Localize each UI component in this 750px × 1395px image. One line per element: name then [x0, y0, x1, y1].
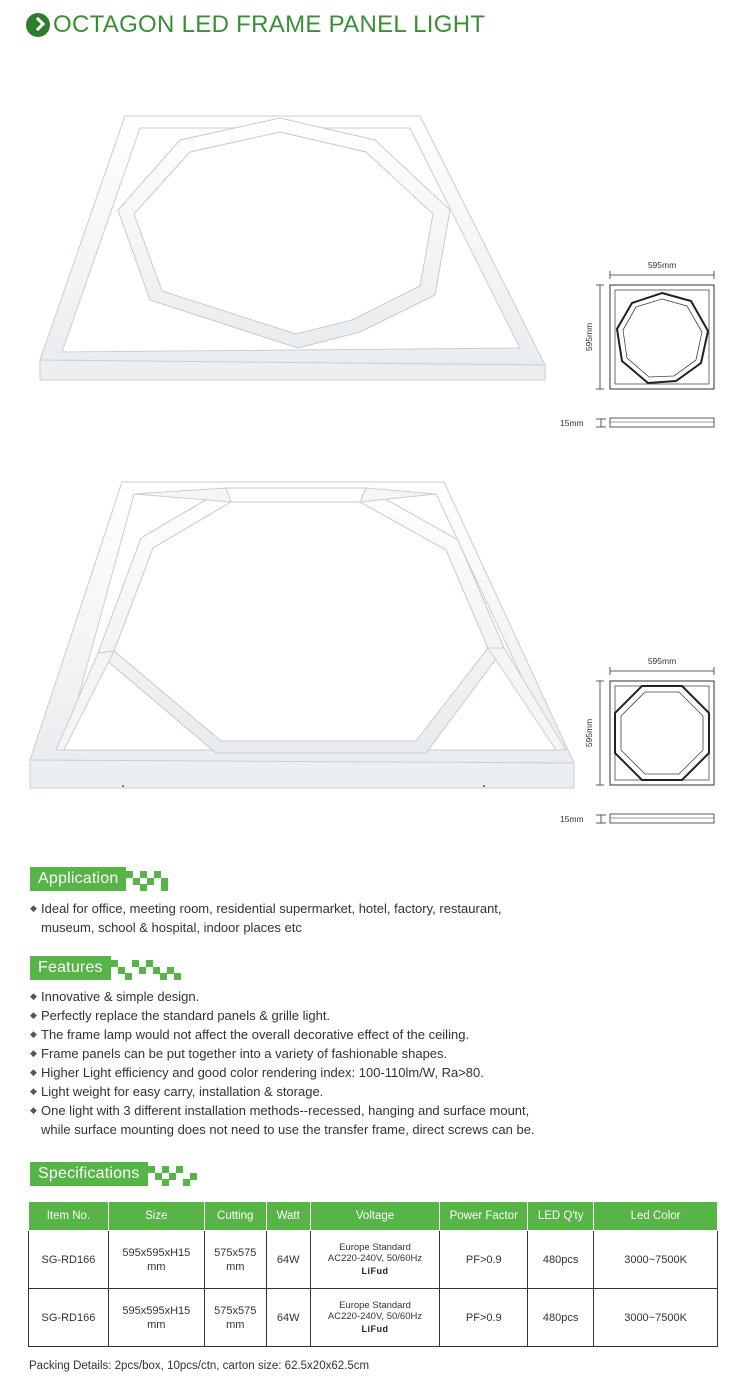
cutting-cell: 575x575 mm: [204, 1289, 266, 1347]
item-cell: SG-RD166: [29, 1231, 109, 1289]
pixel-decoration-icon: [111, 956, 191, 980]
column-header: Led Color: [594, 1202, 718, 1231]
chevron-right-icon: [26, 13, 50, 37]
led-color-cell: 3000~7500K: [594, 1289, 718, 1347]
specifications-header: [30, 1161, 218, 1187]
feature-item: ◆ One light with 3 different installation methods--recessed, hanging and surface mount, while surface mounting does not need to use the transfer frame, direct screws can be.: [30, 1101, 535, 1139]
table-row: [29, 1289, 718, 1347]
application-item: ◆ Ideal for office, meeting room, residential supermarket, hotel, factory, restaurant, museum, school & hospital, indoor places etc: [30, 899, 502, 937]
packing-details: Packing Details: 2pcs/box, 10pcs/ctn, carton size: 62.5x20x62.5cm: [29, 1360, 370, 1372]
column-header: Voltage: [310, 1202, 440, 1231]
column-header: Item No.: [29, 1202, 109, 1231]
size-cell: 595x595xH15 mm: [108, 1231, 204, 1289]
pixel-decoration-icon: [148, 1162, 218, 1186]
width-dimension-label: 595mm: [647, 656, 677, 666]
feature-item: ◆ Perfectly replace the standard panels & grille light.: [30, 1006, 535, 1025]
led-qty-cell: 480pcs: [528, 1289, 594, 1347]
voltage-cell: Europe Standard AC220-240V, 50/60Hz LiFud: [310, 1289, 440, 1347]
column-header: Power Factor: [440, 1202, 528, 1231]
item-cell: SG-RD166: [29, 1289, 109, 1347]
features-header: [30, 955, 191, 981]
features-list: [30, 987, 535, 1139]
page-title: OCTAGON LED FRAME PANEL LIGHT: [53, 11, 486, 38]
power-factor-cell: PF>0.9: [440, 1231, 528, 1289]
led-qty-cell: 480pcs: [528, 1231, 594, 1289]
feature-item: ◆ Innovative & simple design.: [30, 987, 535, 1006]
dimension-drawing-1: [560, 255, 730, 435]
thickness-label: 15mm: [560, 814, 584, 824]
height-dimension-label: 595mm: [584, 718, 594, 748]
size-cell: 595x595xH15 mm: [108, 1289, 204, 1347]
features-heading: Features: [30, 956, 111, 980]
specifications-heading: Specifications: [30, 1162, 148, 1186]
lifud-logo: LiFud: [361, 1265, 389, 1276]
page-title-bar: [26, 10, 485, 40]
column-header: Watt: [266, 1202, 310, 1231]
feature-item: ◆ Higher Light efficiency and good color rendering index: 100-110lm/W, Ra>80.: [30, 1063, 535, 1082]
feature-item: ◆ The frame lamp would not affect the overall decorative effect of the ceiling.: [30, 1025, 535, 1044]
column-header: Cutting: [204, 1202, 266, 1231]
application-header: [30, 866, 186, 892]
voltage-cell: Europe Standard AC220-240V, 50/60Hz LiFud: [310, 1231, 440, 1289]
thickness-label: 15mm: [560, 418, 584, 428]
dimension-drawing-2: [560, 651, 730, 831]
pixel-decoration-icon: [126, 867, 186, 891]
power-factor-cell: PF>0.9: [440, 1289, 528, 1347]
height-dimension-label: 595mm: [584, 322, 594, 352]
table-row: [29, 1231, 718, 1289]
column-header: Size: [108, 1202, 204, 1231]
product-photo-octagon-flat: [26, 478, 581, 796]
column-header: LED Q'ty: [528, 1202, 594, 1231]
specifications-table: [28, 1201, 718, 1347]
width-dimension-label: 595mm: [647, 260, 677, 270]
lifud-logo: LiFud: [361, 1323, 389, 1334]
feature-item: ◆ Light weight for easy carry, installation & storage.: [30, 1082, 535, 1101]
led-color-cell: 3000~7500K: [594, 1231, 718, 1289]
table-header-row: [29, 1202, 718, 1231]
feature-item: ◆ Frame panels can be put together into a variety of fashionable shapes.: [30, 1044, 535, 1063]
watt-cell: 64W: [266, 1231, 310, 1289]
product-photo-octagon-rotated: [30, 110, 550, 385]
application-list: [30, 899, 502, 937]
cutting-cell: 575x575 mm: [204, 1231, 266, 1289]
watt-cell: 64W: [266, 1289, 310, 1347]
application-heading: Application: [30, 867, 126, 891]
